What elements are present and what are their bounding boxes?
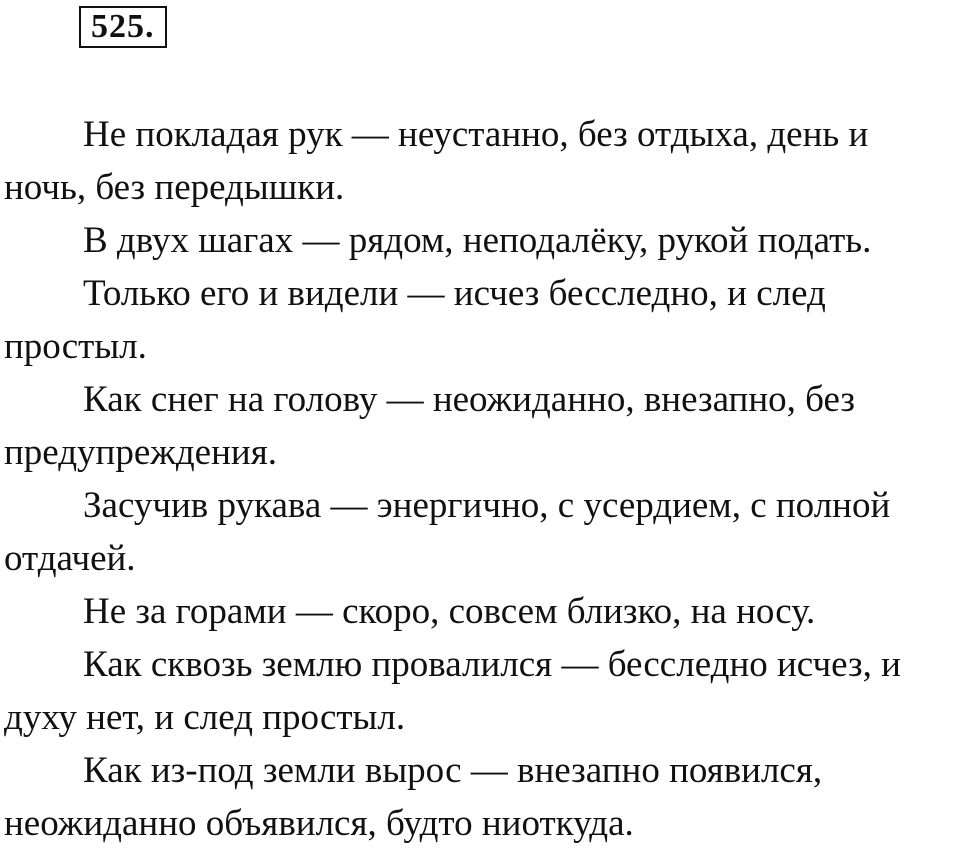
paragraph-line: неожиданно объявился, будто ниоткуда.	[4, 803, 634, 844]
idiom-paragraph	[4, 373, 956, 479]
paragraph-line: В двух шагах — рядом, неподалёку, рукой подать.	[83, 220, 872, 261]
idiom-paragraph	[4, 479, 956, 585]
paragraph-line: предупреждения.	[4, 432, 277, 473]
paragraph-line: Как сквозь землю провалился — бесследно исчез, и	[83, 644, 901, 685]
paragraph-line: ночь, без передышки.	[4, 167, 345, 208]
idiom-paragraph	[4, 267, 956, 373]
idiom-paragraph	[4, 638, 956, 744]
paragraph-line: Как из-под земли вырос — внезапно появился,	[83, 750, 823, 791]
paragraph-line: простыл.	[4, 326, 147, 367]
paragraph-line: Не за горами — скоро, совсем близко, на носу.	[83, 591, 816, 632]
answer-text	[4, 108, 956, 850]
idiom-paragraph	[4, 108, 956, 214]
paragraph-line: духу нет, и след простыл.	[4, 697, 406, 738]
exercise-number: 525.	[79, 6, 167, 48]
paragraph-line: Как снег на голову — неожиданно, внезапно, без	[83, 379, 855, 420]
paragraph-line: Только его и видели — исчез бесследно, и след	[83, 273, 826, 314]
idiom-paragraph	[4, 585, 956, 638]
paragraph-line: отдачей.	[4, 538, 136, 579]
paragraph-line: Не покладая рук — неустанно, без отдыха, день и	[83, 114, 869, 155]
paragraph-line: Засучив рукава — энергично, с усердием, с полной	[83, 485, 891, 526]
idiom-paragraph	[4, 744, 956, 850]
idiom-paragraph	[4, 214, 956, 267]
